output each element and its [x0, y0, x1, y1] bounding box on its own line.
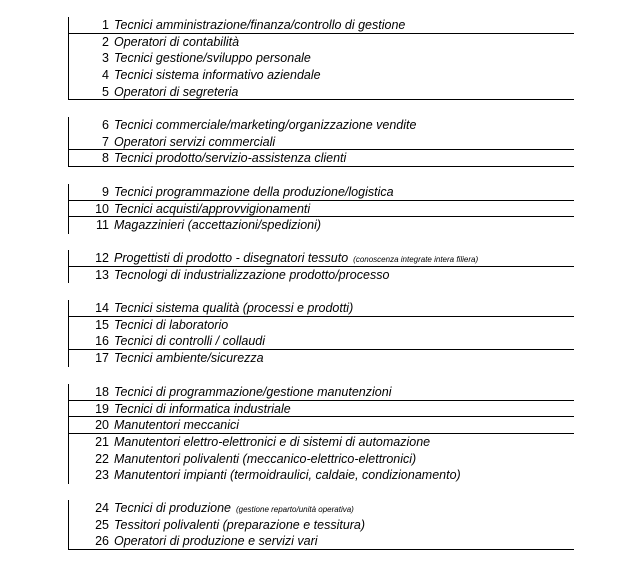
list-item: [69, 84, 574, 101]
item-label: [114, 517, 365, 534]
list-item: [69, 517, 574, 534]
category-group: [68, 500, 574, 550]
list-item: [69, 34, 574, 51]
item-number: 24: [95, 501, 109, 515]
item-label: [114, 533, 318, 550]
item-label: [114, 67, 321, 84]
item-label: [114, 350, 264, 367]
item-label-text: Tecnici sistema informativo aziendale: [114, 68, 321, 83]
item-number: 16: [95, 334, 109, 349]
item-number: 5: [102, 84, 109, 99]
item-number: 25: [95, 517, 109, 532]
item-label: [114, 17, 405, 34]
item-label-text: Tecnici commerciale/marketing/organizzazione vendite: [114, 118, 417, 132]
item-label-text: Tecnici acquisti/approvvigionamenti: [114, 201, 311, 216]
item-label-text: Tecnici di programmazione/gestione manutenzioni: [114, 385, 392, 399]
list-item: [69, 401, 574, 418]
item-label: [114, 267, 389, 284]
item-label-text: Tecnici prodotto/servizio-assistenza clienti: [114, 151, 347, 166]
item-label-text: Manutentori polivalenti (meccanico-elettrico-elettronici): [114, 451, 417, 466]
list-item: [69, 333, 574, 350]
list-item: [69, 150, 574, 167]
item-label-text: Tecnici ambiente/sicurezza: [114, 351, 264, 366]
item-label: [114, 451, 416, 468]
list-item: [69, 184, 574, 201]
item-label: [114, 150, 346, 167]
item-label: [114, 300, 353, 317]
item-label: [114, 467, 461, 484]
item-label: [114, 34, 239, 51]
item-number: 7: [102, 134, 109, 149]
item-label: [114, 333, 265, 350]
item-note: (gestione reparto/unità operativa): [235, 505, 354, 514]
item-label-text: Tecnici programmazione della produzione/logistica: [114, 185, 394, 199]
item-number: 22: [95, 451, 109, 466]
item-label: [114, 184, 394, 201]
item-number: 19: [95, 401, 109, 416]
item-label-text: Tecnici gestione/sviluppo personale: [114, 51, 311, 66]
item-number: 2: [102, 34, 109, 49]
list-item: [69, 384, 574, 401]
item-label-text: Operatori servizi commerciali: [114, 134, 276, 149]
item-number: 11: [96, 218, 109, 233]
item-number: 18: [95, 385, 109, 399]
list-item: [69, 317, 574, 334]
item-label: [114, 50, 311, 67]
item-note: (conoscenza integrate intera filiera): [353, 255, 479, 264]
list-item: [69, 201, 574, 218]
item-number: 15: [95, 317, 109, 332]
list-item: [69, 350, 574, 367]
item-label: [114, 117, 416, 134]
item-label-text: Tessitori polivalenti (preparazione e tessitura): [114, 517, 366, 532]
item-number: 4: [102, 68, 109, 83]
item-label-text: Operatori di contabilità: [114, 34, 240, 49]
list-item: [69, 67, 574, 84]
item-label: [114, 434, 430, 451]
item-number: 10: [95, 201, 109, 216]
list-item: [69, 134, 574, 151]
item-number: 12: [95, 251, 109, 265]
category-group: [68, 384, 574, 484]
item-label-text: Operatori di segreteria: [114, 84, 239, 99]
item-label-text: Tecnici amministrazione/finanza/controllo di gestione: [114, 18, 406, 32]
category-group: [68, 300, 574, 367]
item-number: 21: [95, 435, 109, 450]
list-item: [69, 50, 574, 67]
item-label: [114, 384, 391, 401]
list-item: [69, 217, 574, 234]
item-label: [114, 401, 291, 418]
item-label: [114, 317, 228, 334]
item-label: [114, 84, 238, 101]
list-item: [69, 117, 574, 134]
item-label-text: Manutentori impianti (termoidraulici, caldaie, condizionamento): [114, 468, 461, 483]
item-number: 9: [102, 185, 109, 199]
list-item: [69, 451, 574, 468]
item-number: 14: [95, 301, 109, 315]
list-item: [69, 300, 574, 317]
list-item: [69, 250, 574, 267]
category-group: [68, 250, 574, 283]
item-label-text: Tecnici di controlli / collaudi: [114, 334, 266, 349]
list-item: [69, 17, 574, 34]
item-label-text: Manutentori meccanici: [114, 418, 240, 433]
item-number: 8: [102, 151, 109, 166]
item-label-text: Tecnici di produzione: [114, 501, 231, 515]
list-item: [69, 267, 574, 284]
list-item: [69, 434, 574, 451]
item-label-text: Tecnici di informatica industriale: [114, 401, 291, 416]
category-group: [68, 184, 574, 234]
list-item: [69, 467, 574, 484]
item-label-text: Tecnici sistema qualità (processi e prodotti): [114, 301, 354, 315]
item-number: 26: [95, 534, 109, 549]
item-number: 20: [95, 418, 109, 433]
item-label-text: Manutentori elettro-elettronici e di sistemi di automazione: [114, 435, 431, 450]
list-item: [69, 533, 574, 550]
category-group: [68, 117, 574, 167]
item-label: [114, 217, 321, 234]
item-label: [114, 417, 239, 434]
item-label-text: Tecnologi di industrializzazione prodotto/processo: [114, 267, 390, 282]
item-label-text: Progettisti di prodotto - disegnatori tessuto: [114, 251, 349, 265]
item-number: 17: [95, 351, 109, 366]
item-label-text: Magazzinieri (accettazioni/spedizioni): [114, 218, 322, 233]
item-number: 23: [95, 468, 109, 483]
item-number: 6: [102, 118, 109, 132]
category-group: [68, 17, 574, 100]
item-label: [114, 201, 310, 218]
item-number: 13: [95, 267, 109, 282]
item-label: [114, 134, 275, 151]
item-number: 1: [102, 18, 109, 32]
item-label-text: Tecnici di laboratorio: [114, 317, 229, 332]
list-item: [69, 500, 574, 517]
item-number: 3: [102, 51, 109, 66]
item-label-text: Operatori di produzione e servizi vari: [114, 534, 318, 549]
list-item: [69, 417, 574, 434]
